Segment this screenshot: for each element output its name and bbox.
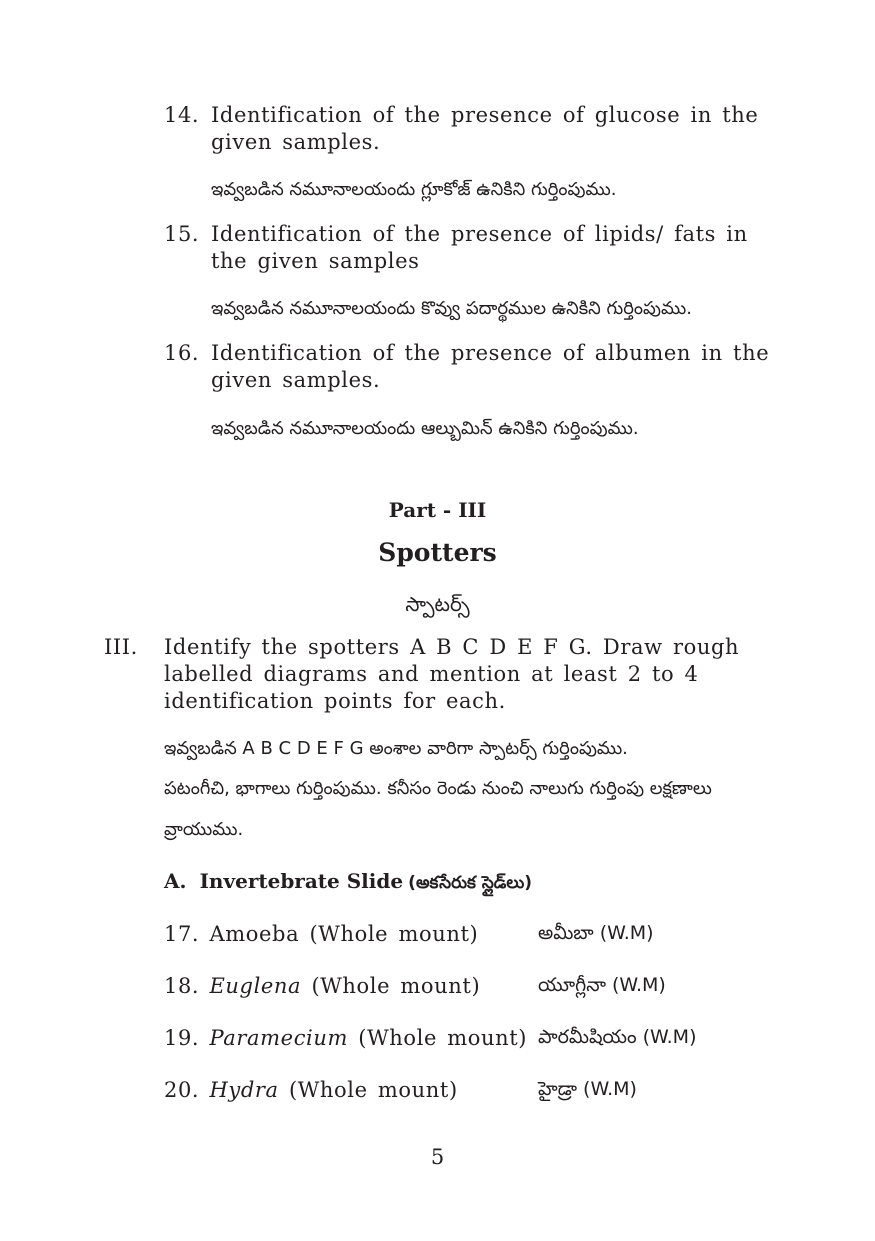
section-title-telugu: స్పాటర్స్ (405, 592, 470, 616)
question-telugu-line: ఇవ్వబడిన A B C D E F G అంశాల వారిగా స్పాటర్స్ గుర్తింపుము. (164, 738, 628, 759)
section-a-title-telugu: (అకసేరుక స్లైడ్‌లు) (408, 873, 533, 893)
item-telugu: హైడ్రా (W.M) (538, 1078, 637, 1100)
item-telugu: ఇవ్వబడిన నమూనాలయందు గ్లూకోజ్ ఉనికిని గుర్తింపుము. (211, 179, 617, 200)
section-title: Spotters (378, 538, 497, 567)
item-number: 16. (164, 341, 200, 365)
item-telugu: ఇవ్వబడిన నమూనాలయందు కొవ్వు పదార్థముల ఉనికిని గుర్తింపుము. (211, 298, 692, 319)
item-english (164, 1025, 527, 1052)
item-text-line2: given samples. (211, 130, 381, 154)
page-number: 5 (430, 1145, 445, 1169)
item-english (164, 1077, 458, 1104)
item-english (164, 973, 480, 1000)
item-number: 15. (164, 222, 200, 246)
item-text-line2: given samples. (211, 368, 381, 392)
section-a-label: A. (164, 869, 187, 893)
question-line: identification points for each. (164, 689, 506, 713)
item-suffix: (Whole mount) (358, 1026, 528, 1050)
question-line: Identify the spotters A B C D E F G. Draw rough (164, 635, 740, 659)
item-number: 20. (164, 1078, 200, 1102)
item-suffix: (Whole mount) (309, 922, 479, 946)
item-name: Paramecium (209, 1026, 349, 1050)
item-number: 18. (164, 974, 200, 998)
question-number: III. (104, 635, 138, 659)
part-label: Part - III (388, 498, 487, 522)
item-english (164, 921, 478, 948)
section-a-title: Invertebrate Slide (199, 869, 404, 893)
item-telugu: ఇవ్వబడిన నమూనాలయందు ఆల్బుమిన్ ఉనికిని గుర్తింపుము. (211, 418, 639, 439)
item-name: Euglena (209, 974, 302, 998)
question-telugu-line: వ్రాయుము. (164, 819, 244, 840)
item-number: 17. (164, 922, 200, 946)
question-telugu-line: పటంగీచి, భాగాలు గుర్తింపుము. కనీసం రెండు నుంచి నాలుగు గుర్తింపు లక్షణాలు (164, 778, 712, 799)
item-telugu: పారమీషియం (W.M) (538, 1026, 697, 1048)
item-name: Hydra (209, 1078, 279, 1102)
item-telugu: అమీబా (W.M) (538, 922, 654, 944)
question-line: labelled diagrams and mention at least 2 to 4 (164, 662, 699, 686)
item-text-line1: Identification of the presence of lipids/ fats in (211, 222, 748, 246)
item-text-line1: Identification of the presence of glucose in the (211, 103, 759, 127)
item-name: Amoeba (209, 922, 300, 946)
item-telugu: యూగ్లీనా (W.M) (538, 974, 666, 996)
item-suffix: (Whole mount) (311, 974, 481, 998)
item-suffix: (Whole mount) (288, 1078, 458, 1102)
item-number: 19. (164, 1026, 200, 1050)
item-text-line1: Identification of the presence of albumen in the (211, 341, 770, 365)
item-number: 14. (164, 103, 200, 127)
section-a-heading (164, 869, 532, 895)
item-text-line2: the given samples (211, 249, 420, 273)
